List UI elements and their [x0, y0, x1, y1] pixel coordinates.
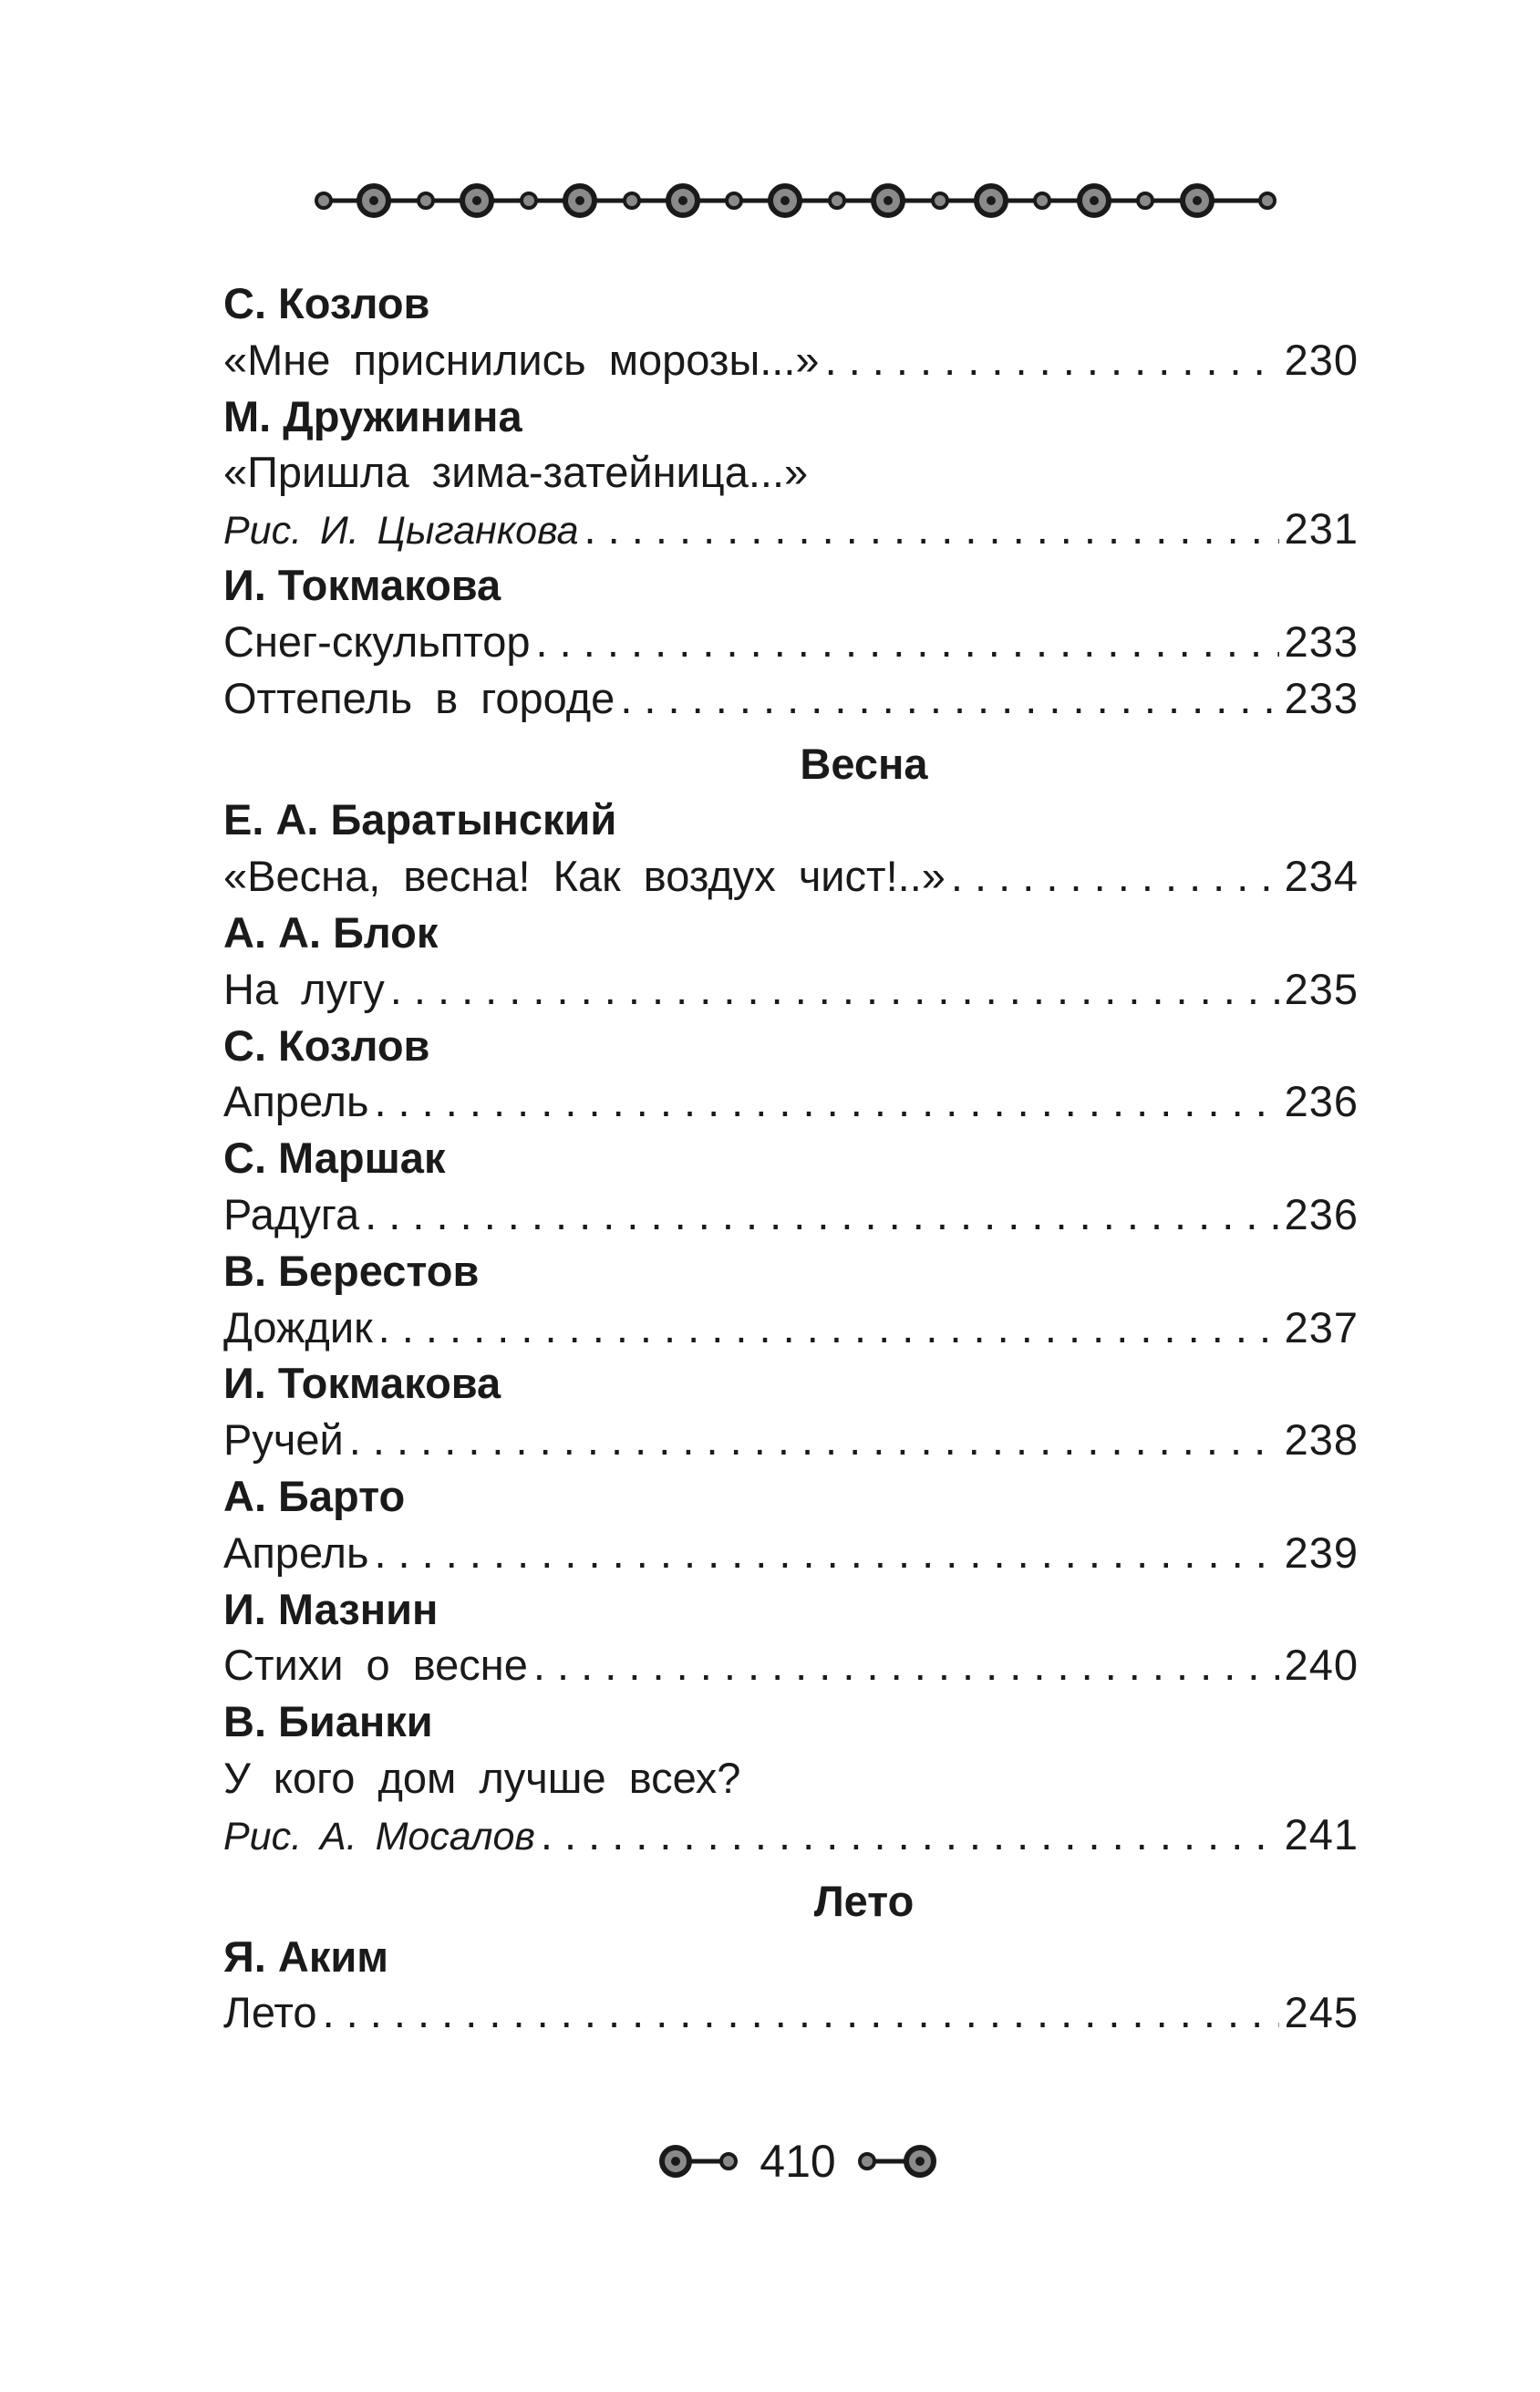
author-name: В. Берестов — [223, 1246, 480, 1295]
author-name: С. Козлов — [223, 279, 430, 327]
work-title: Дождик — [223, 1302, 373, 1351]
page-ref: 237 — [1284, 1302, 1359, 1351]
section-heading: Лето — [813, 1876, 915, 1925]
dot-leader — [533, 1637, 1279, 1693]
page-ref: 238 — [1284, 1415, 1359, 1465]
author-name: А. Барто — [223, 1471, 406, 1520]
work-title: Ручей — [223, 1415, 344, 1465]
author-name: В. Бианки — [223, 1697, 433, 1746]
author-name: И. Токмакова — [223, 1359, 501, 1408]
page-number: 410 — [760, 2136, 836, 2187]
toc-entry — [223, 848, 1359, 905]
toc-entry — [223, 614, 1359, 670]
author-name: Я. Аким — [223, 1931, 389, 1981]
dot-leader — [541, 1807, 1279, 1863]
work-title: «Пришла зима-затейница...» — [223, 448, 809, 497]
toc-entry — [223, 1984, 1359, 2041]
page-ref: 236 — [1284, 1189, 1359, 1238]
page-ref: 236 — [1284, 1077, 1359, 1126]
toc-entry — [223, 961, 1359, 1018]
toc-entry — [223, 1637, 1359, 1693]
page-ref: 239 — [1284, 1527, 1359, 1577]
toc-entry — [223, 1073, 1359, 1130]
toc-entry — [223, 1186, 1359, 1243]
author-name: С. Козлов — [223, 1020, 430, 1070]
page-ref: 230 — [1284, 335, 1359, 384]
dot-leader — [365, 1186, 1278, 1243]
page-footer — [656, 2134, 939, 2189]
author-name: М. Дружинина — [223, 391, 522, 440]
dot-leader — [951, 848, 1279, 905]
dot-leader — [323, 1984, 1279, 2041]
work-title: Стихи о весне — [223, 1641, 528, 1690]
work-title: Радуга — [223, 1189, 360, 1238]
toc-entry — [223, 332, 1359, 388]
page-ref: 235 — [1284, 964, 1359, 1013]
author-name: И. Токмакова — [223, 560, 501, 609]
toc-entry — [223, 1807, 1359, 1863]
work-title: Апрель — [223, 1077, 369, 1126]
table-of-contents — [223, 275, 1359, 2041]
work-title: Лето — [223, 1988, 317, 2037]
illustrator-credit: Рис. А. Мосалов — [223, 1814, 535, 1859]
page-ref: 233 — [1284, 616, 1359, 666]
dot-leader — [584, 501, 1278, 557]
page-ref: 240 — [1284, 1641, 1359, 1690]
dot-leader — [825, 332, 1279, 388]
toc-entry — [223, 1412, 1359, 1468]
chain-ornament-icon — [315, 179, 1276, 223]
work-title: «Мне приснились морозы...» — [223, 335, 820, 384]
toc-entry — [223, 670, 1359, 727]
dot-leader — [390, 961, 1279, 1018]
work-title: Снег-скульптор — [223, 616, 531, 666]
page-ref: 234 — [1284, 852, 1359, 901]
work-title: Оттепель в городе — [223, 673, 615, 722]
dot-leader — [536, 614, 1279, 670]
work-title: Апрель — [223, 1527, 369, 1577]
section-heading: Весна — [800, 740, 928, 789]
author-name: И. Мазнин — [223, 1584, 439, 1633]
dot-leader — [349, 1412, 1279, 1468]
work-title: На лугу — [223, 964, 385, 1013]
page-ref: 231 — [1284, 504, 1359, 554]
work-title: «Весна, весна! Как воздух чист!..» — [223, 852, 946, 901]
page-ref: 241 — [1284, 1809, 1359, 1859]
page-ref: 233 — [1284, 673, 1359, 722]
toc-entry — [223, 1300, 1359, 1356]
work-title: У кого дом лучше всех? — [223, 1753, 741, 1802]
dot-leader — [374, 1073, 1278, 1130]
page-ref: 245 — [1284, 1988, 1359, 2037]
dot-leader — [620, 670, 1278, 727]
chain-ornament-icon — [657, 2143, 739, 2180]
author-name: Е. А. Баратынский — [223, 795, 617, 844]
author-name: А. А. Блок — [223, 907, 439, 957]
dot-leader — [378, 1300, 1279, 1356]
toc-entry — [223, 1525, 1359, 1581]
toc-entry — [223, 501, 1359, 557]
dot-leader — [374, 1525, 1278, 1581]
chain-ornament-icon — [856, 2143, 938, 2180]
illustrator-credit: Рис. И. Цыганкова — [223, 509, 579, 554]
author-name: С. Маршак — [223, 1134, 446, 1183]
